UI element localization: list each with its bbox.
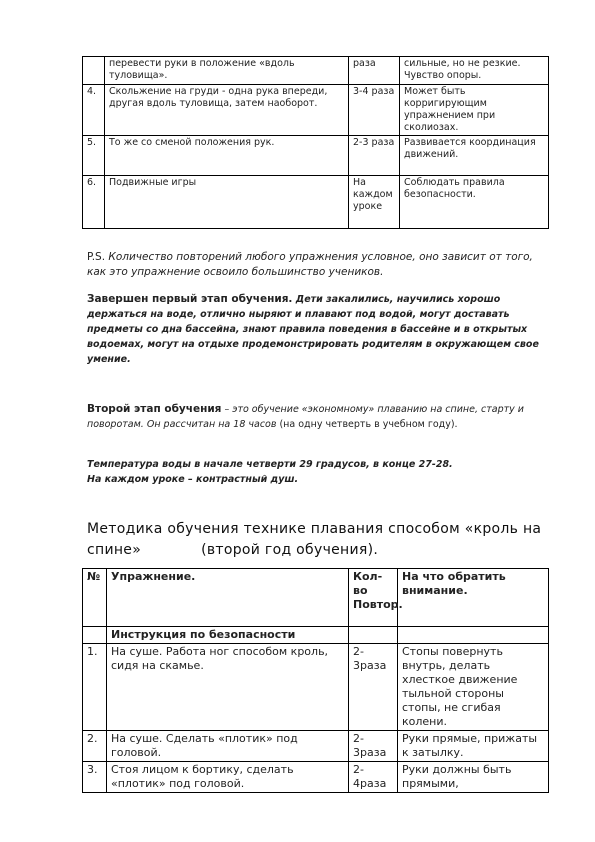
exercise-cell: Подвижные игры [105,176,349,229]
table-row [83,644,549,731]
header-count: Кол-во Повтор. [349,569,398,627]
ps-prefix: P.S. [87,251,106,263]
note-cell: Развивается координация движений. [400,136,549,176]
method-title: Методика обучения технике плавания способом «кроль на спине» [87,521,542,558]
stage2-paragraph [87,402,552,432]
row-number: 5. [83,136,105,176]
row-number: 1. [83,644,107,731]
count-cell: раза [349,57,400,85]
exercise-cell: На суше. Сделать «плотик» под головой. [107,731,349,762]
safety-instruction: Инструкция по безопасности [107,627,349,644]
note-cell: Соблюдать правила безопасности. [400,176,549,229]
exercise-table-1 [82,56,549,229]
row-number: 6. [83,176,105,229]
ps-text: Количество повторений любого упражнения условное, оно зависит от того, как это упражнение освоило большинство учеников. [87,251,533,278]
header-num: № [83,569,107,627]
shower-line: На каждом уроке – контрастный душ. [87,474,299,485]
note-cell: Может быть корригирующим упражнением при сколиозах. [400,85,549,136]
ps-paragraph [87,250,552,280]
note-cell: Стопы повернуть внутрь, делать хлесткое движение тыльной стороны стопы, не сгибая колени. [398,644,549,731]
count-cell: 3-4 раза [349,85,400,136]
exercise-cell: перевести руки в положение «вдоль туловища». [105,57,349,85]
method-heading [87,519,557,561]
table-row [83,85,549,136]
header-exercise: Упражнение. [107,569,349,627]
row-number [83,57,105,85]
note-cell: сильные, но не резкие. Чувство опоры. [400,57,549,85]
exercise-cell: Стоя лицом к бортику, сделать «плотик» под головой. [107,762,349,793]
table-row [83,176,549,229]
table-header-row [83,569,549,627]
note-cell: Руки прямые, прижаты к затылку. [398,731,549,762]
stage1-lead: Завершен первый этап обучения. [87,293,293,305]
table-row [83,57,549,85]
exercise-cell: На суше. Работа ног способом кроль, сидя на скамье. [107,644,349,731]
temperature-paragraph [87,457,552,487]
count-cell: 2-3раза [349,731,398,762]
count-cell: На каждом уроке [349,176,400,229]
stage2-text: – это обучение «экономному» плаванию на спине, старту и поворотам. Он рассчитан на 18 часов [87,404,524,430]
stage1-text: Дети закалились, научились хорошо держаться на воде, отлично ныряют и плавают под водой, могут доставать предметы со дна бассейна, знают правила поведения в бассейне и в открытых водоемах, могут на отдыхе продемонстрировать родителям в окружающем свое умение. [87,294,539,365]
header-note: На что обратить внимание. [398,569,549,627]
row-number: 2. [83,731,107,762]
table-row [83,136,549,176]
table-row [83,731,549,762]
safety-row [83,627,549,644]
row-number: 3. [83,762,107,793]
method-subtitle: (второй год обучения). [201,542,379,558]
stage2-lead: Второй этап обучения [87,403,222,415]
stage2-duration: (на одну четверть в учебном году). [276,419,458,430]
exercise-cell: То же со сменой положения рук. [105,136,349,176]
stage1-paragraph [87,292,557,367]
count-cell: 2-3 раза [349,136,400,176]
exercise-table-2 [82,568,549,793]
row-number: 4. [83,85,105,136]
count-cell: 2-3раза [349,644,398,731]
count-cell: 2-4раза [349,762,398,793]
exercise-cell: Скольжение на груди - одна рука впереди, другая вдоль туловища, затем наоборот. [105,85,349,136]
table-row [83,762,549,793]
temperature-line: Температура воды в начале четверти 29 градусов, в конце 27-28. [87,459,453,470]
note-cell: Руки должны быть прямыми, [398,762,549,793]
